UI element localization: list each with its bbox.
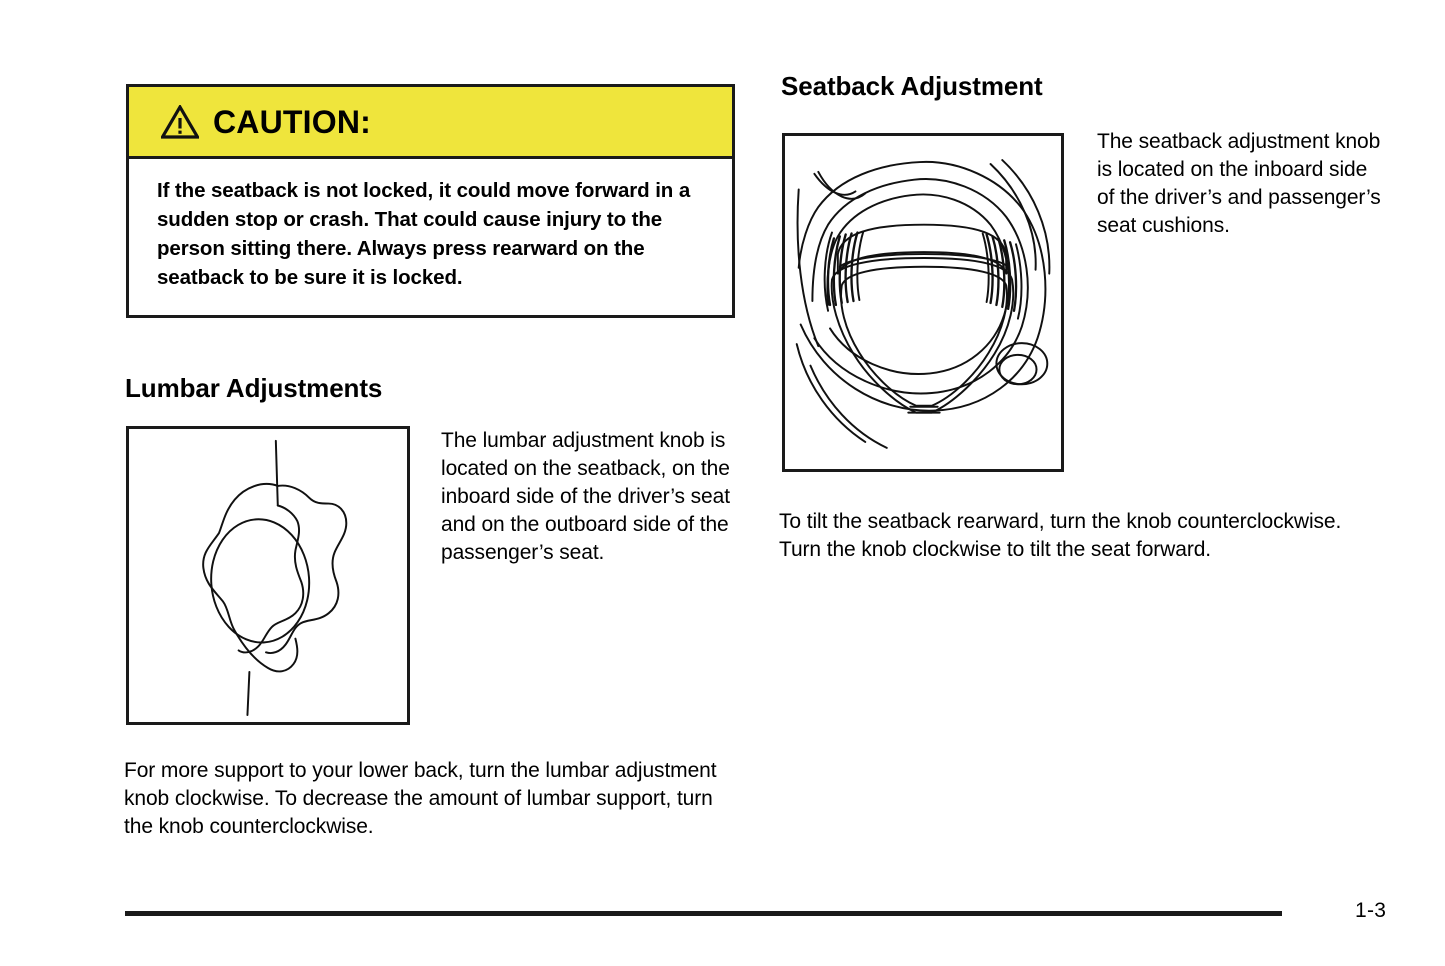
caution-box: [126, 84, 735, 318]
footer-divider: [125, 911, 1282, 916]
seatback-adjustment-heading: Seatback Adjustment: [781, 71, 1043, 101]
lumbar-knob-figure: [126, 426, 410, 725]
seatback-knob-figure: [782, 133, 1064, 472]
caution-body: [129, 159, 732, 315]
seatback-knob-illustration: [785, 136, 1061, 469]
lumbar-knob-illustration: [129, 429, 407, 722]
lumbar-side-paragraph: The lumbar adjustment knob is located on the seatback, on the inboard side of the driver’s seat and on the outboard side of the passenger’s seat.: [441, 429, 730, 564]
caution-message: If the seatback is not locked, it could move forward in a sudden stop or crash. That could cause injury to the person sitting there. Always press rearward on the seatback to be sure it is locked.: [157, 179, 691, 289]
caution-title: CAUTION:: [213, 103, 372, 140]
seatback-side-paragraph: The seatback adjustment knob is located on the inboard side of the driver’s and passenger’s seat cushions.: [1097, 130, 1381, 237]
lumbar-adjustments-heading: Lumbar Adjustments: [125, 373, 383, 403]
warning-triangle-icon: [161, 105, 199, 139]
caution-header: [129, 87, 732, 159]
lumbar-bottom-paragraph: For more support to your lower back, turn the lumbar adjustment knob clockwise. To decrease the amount of lumbar support, turn the knob counterclockwise.: [124, 759, 717, 838]
seatback-bottom-paragraph: To tilt the seatback rearward, turn the knob counterclockwise. Turn the knob clockwise to tilt the seat forward.: [779, 510, 1342, 561]
page-number: 1-3: [1355, 899, 1387, 922]
